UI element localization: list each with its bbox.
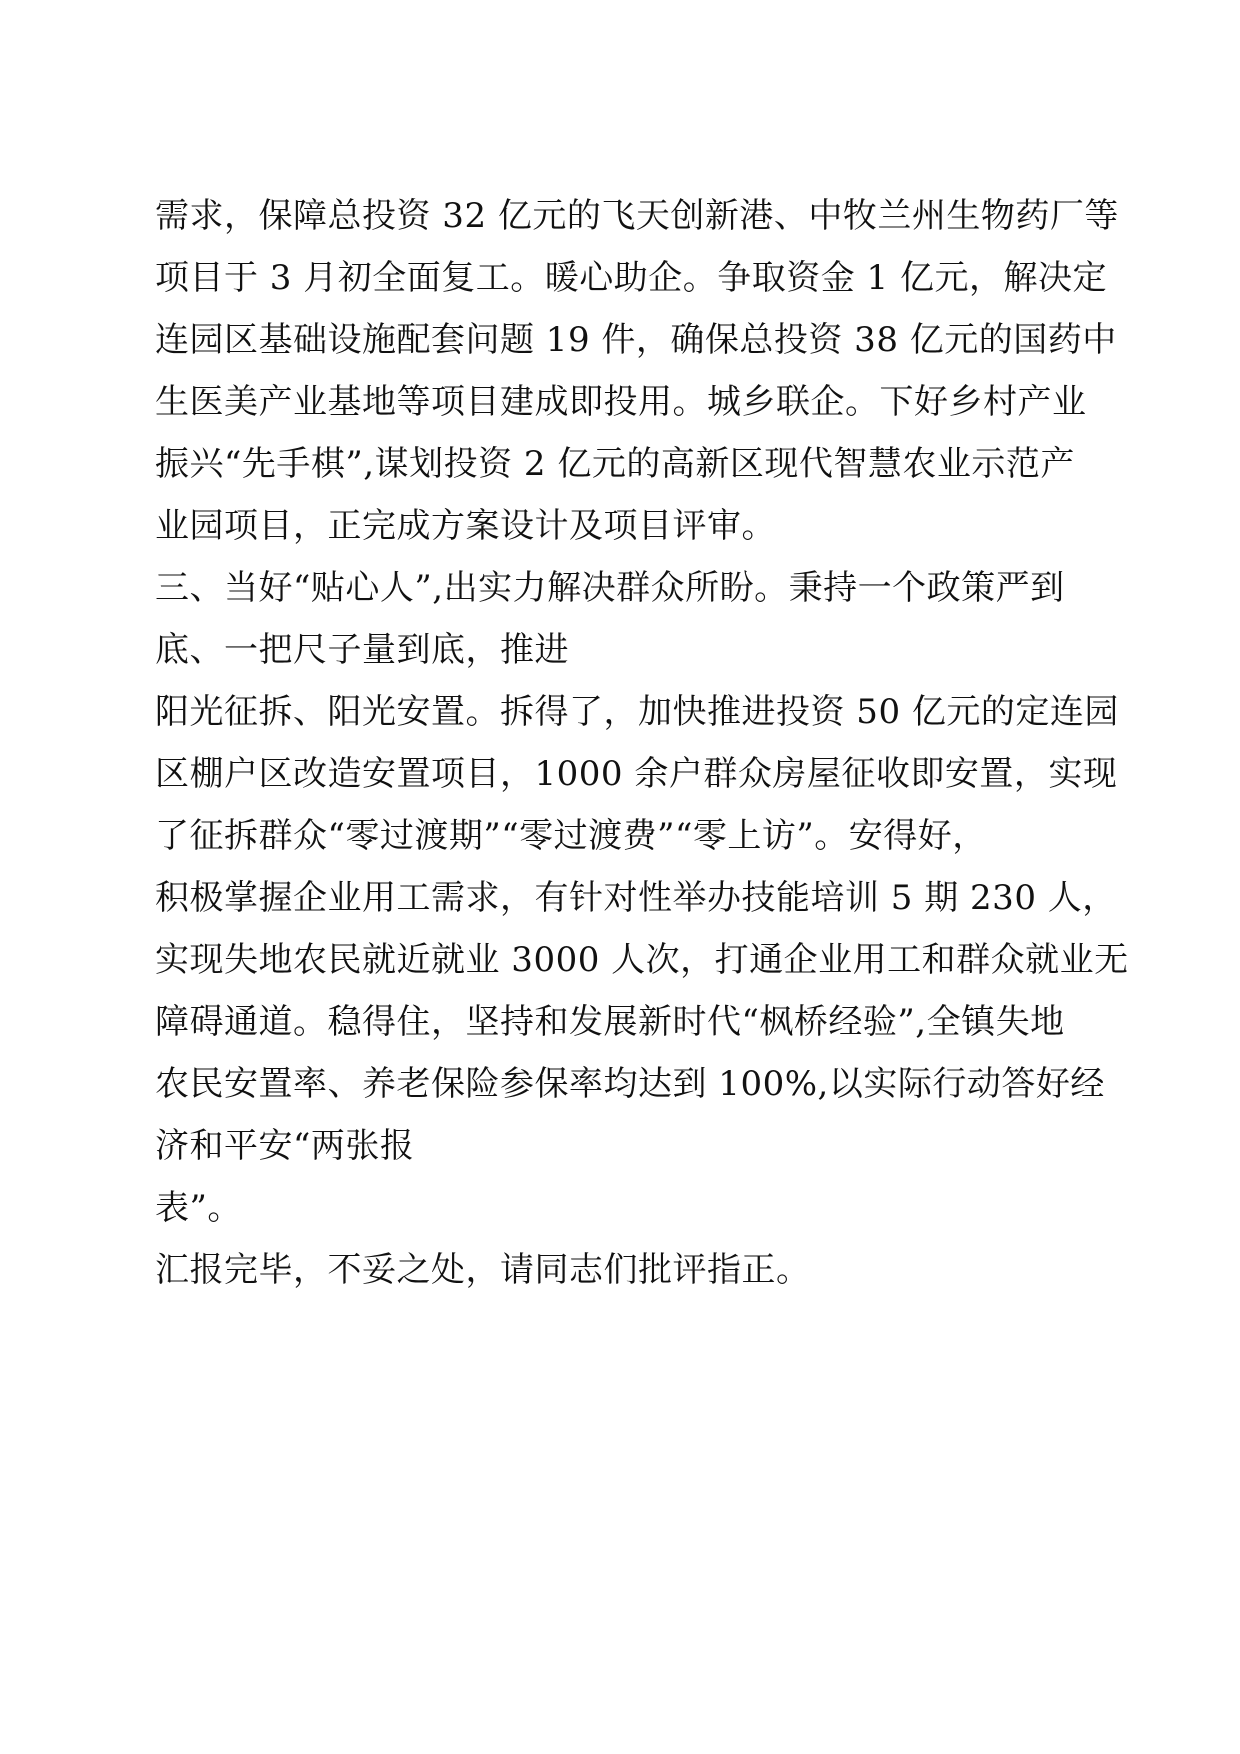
text-line: 济和平安“两张报 <box>155 1126 415 1166</box>
text-line: 底、一把尺子量到底，推进 <box>155 630 569 670</box>
text-line: 项目于 3 月初全面复工。暖心助企。争取资金 1 亿元，解决定 <box>155 258 1107 298</box>
text-line: 了征拆群众“零过渡期”“零过渡费”“零上访”。安得好， <box>155 816 987 856</box>
text-line: 区棚户区改造安置项目，1000 余户群众房屋征收即安置，实现 <box>155 754 1118 794</box>
text-line: 农民安置率、养老保险参保率均达到 100%,以实际行动答好经 <box>155 1064 1105 1104</box>
text-line: 生医美产业基地等项目建成即投用。城乡联企。下好乡村产业 <box>155 382 1087 422</box>
text-line: 连园区基础设施配套问题 19 件，确保总投资 38 亿元的国药中 <box>155 320 1117 360</box>
text-line: 需求，保障总投资 32 亿元的飞天创新港、中牧兰州生物药厂等 <box>155 196 1119 236</box>
closing-line: 汇报完毕，不妥之处，请同志们批评指正。 <box>155 1250 811 1290</box>
body-text <box>155 185 1129 1301</box>
text-line: 阳光征拆、阳光安置。拆得了，加快推进投资 50 亿元的定连园 <box>155 692 1119 732</box>
text-line: 振兴“先手棋”,谋划投资 2 亿元的高新区现代智慧农业示范产 <box>155 444 1075 484</box>
text-line: 实现失地农民就近就业 3000 人次，打通企业用工和群众就业无 <box>155 940 1129 980</box>
text-line: 表”。 <box>155 1188 242 1228</box>
text-line: 障碍通道。稳得住，坚持和发展新时代“枫桥经验”,全镇失地 <box>155 1002 1065 1042</box>
text-line: 业园项目，正完成方案设计及项目评审。 <box>155 506 776 546</box>
text-line: 积极掌握企业用工需求，有针对性举办技能培训 5 期 230 人， <box>155 878 1117 918</box>
section-heading-line: 三、当好“贴心人”,出实力解决群众所盼。秉持一个政策严到 <box>155 568 1065 608</box>
